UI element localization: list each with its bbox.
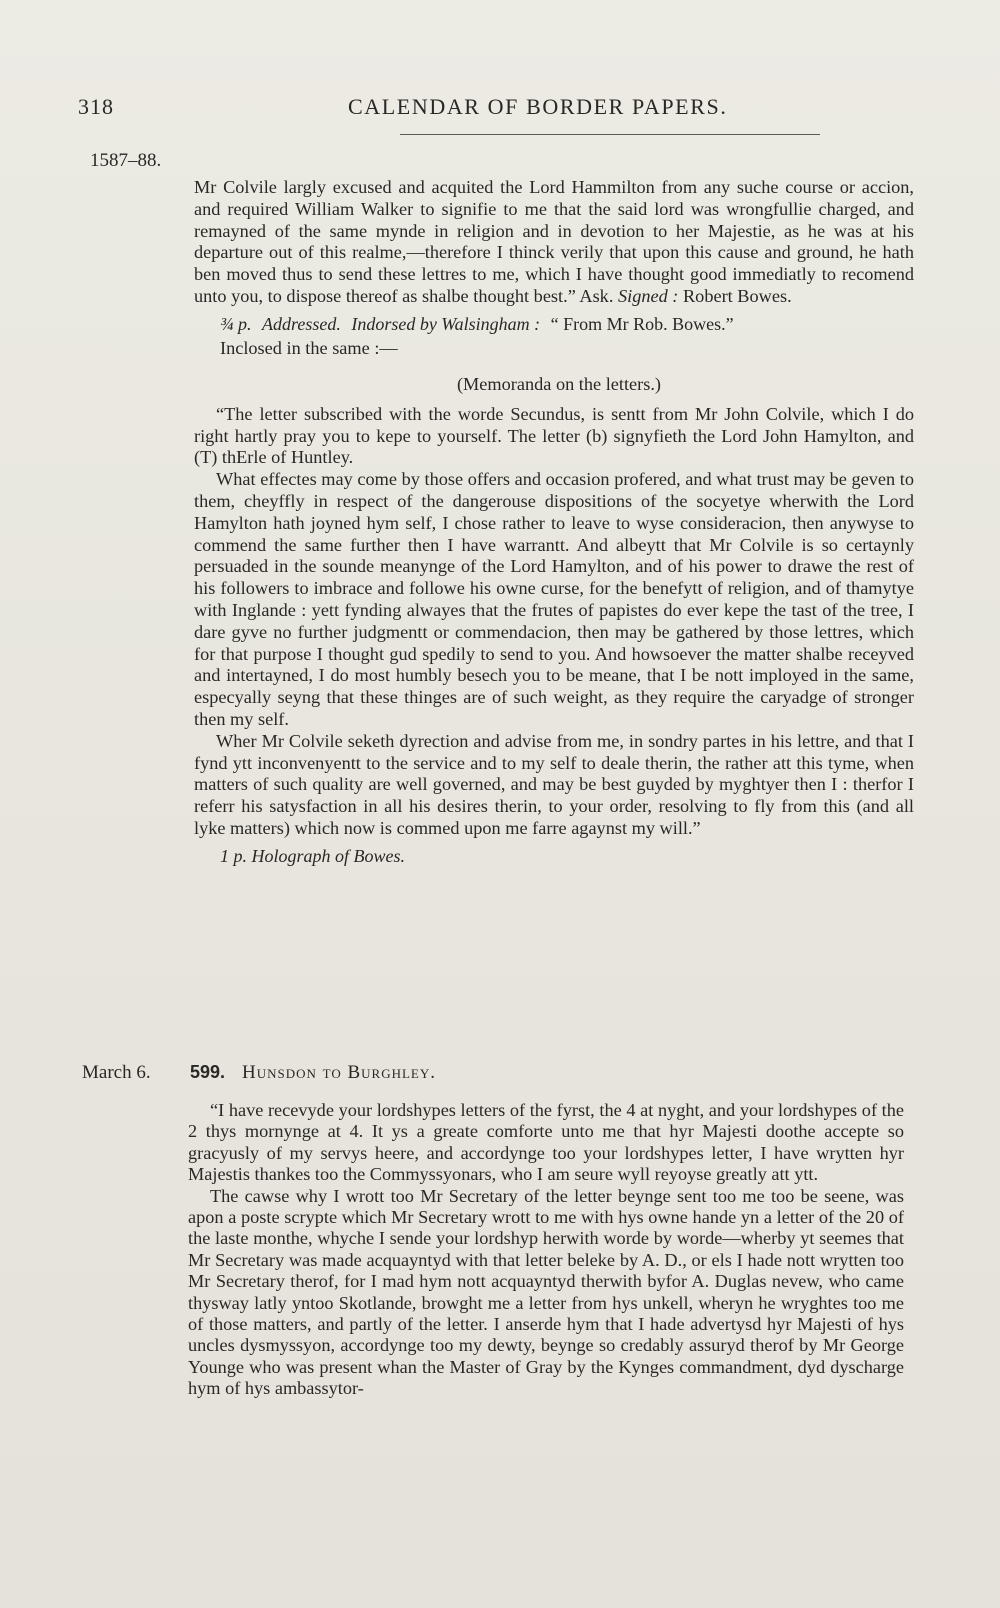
lead-paragraph-text: Mr Colvile largly excused and acquited the Lord Hammilton from any suche course or accion, and required William Walker to signifie to me that the said lord was wrongfullie charged, and remayned of the same mynde in religion and in devotion to her Majestie, as he was at his departure out of this realme,—therefore I thinck verily that upon this cause and ground, he hath ben moved thus to send these lettres to me, which I have thought good immediatly to recomend unto you, to dispose thereof as shalbe thought best.” Ask. xyxy=(194,177,914,306)
indorsed-label: Indorsed by Walsingham : xyxy=(351,313,541,334)
margin-date-year: 1587–88. xyxy=(90,150,162,171)
signed-name: Robert Bowes. xyxy=(682,285,792,306)
memo-paragraph-2: What effectes may come by those offers and occasion profered, and what trust may be geven to them, cheyffly in respect of the dangerouse dispositions of the socyetye wherwith the Lord Hamylton hath joyned hym self, I chose rather to leave to wyse consideracion, then anywyse to commend the same further then I have warrantt. And albeytt that Mr Colvile is so certaynly persuaded in the sounde meanynge of the Lord Hamylton, and of his power to drawe the rest of his followers to imbrace and followe his owne curse, for the benefytt of religion, and of thamytye with Inglande : yett fynding alwayes that the frutes of papistes do ever kepe the tast of the tree, I dare gyve no further judgmentt or commendacion, then may be gathered by those lettres, which for that purpose I thought gud spedily to send to you. And howsoever the matter shalbe receyved and intertayned, I do most humbly besech you to be meane, that I be nott imployed in the same, especyally seyng that these thinges are of such weight, as they require the caryadge of stronger then my self. xyxy=(194,469,914,729)
holograph-note xyxy=(194,844,914,868)
endorsement-line xyxy=(194,312,914,336)
lead-paragraph xyxy=(194,177,914,308)
letter-paragraph-1: “I have recevyde your lordshypes letters of the fyrst, the 4 at nyght, and your lordshypes of the 2 thys mornynge at 4. It ys a greate comforte unto me that hyr Majesti doothe accepte so gracyusly of my servys heere, and accordynge too your lordshypes letter, I have wrytten hyr Majestis thankes too the Commyssyonars, who I am seure wyll reyoyse greatly att ytt. xyxy=(188,1100,904,1185)
letter-paragraph-2: The cawse why I wrott too Mr Secretary of the letter beynge sent too me too be seene, was apon a poste scrypte which Mr Secretary wrott to me with hys owne hande yn a letter of the 20 of the laste monthe, whyche I sende your lordshyp herwith worde by worde—wherby yt seemes that Mr Secretary was made acquayntyd with that letter beleke by A. D., or els I hade nott wrytten too Mr Secretary therof, for I mad hym nott acquayntyd therwith byfor A. Duglas nevew, who came thysway latly yntoo Skotlande, browght me a letter from hys unkell, wheryn he wryghtes too me of those matters, and partly of the letter. I anserde hym that I hade advertysd hyr Majesti of hys uncles dysmyssyon, accordynge too my dewty, beynge so credably assuryd therof by Mr George Younge who was present whan the Master of Gray by the Kynges commandment, dyd dyscharge hym of hys ambassytor- xyxy=(188,1185,904,1399)
memoranda-title: (Memoranda on the letters.) xyxy=(456,373,662,394)
inclosed-line: Inclosed in the same :— xyxy=(220,337,398,358)
memo-paragraph-1: “The letter subscribed with the worde Secundus, is sentt from Mr John Colvile, which I do right hartly pray you to kepe to yourself. The letter (b) signyfieth the Lord John Hamylton, and (T) thErle of Huntley. xyxy=(194,403,914,468)
addressed-note: Addressed. xyxy=(262,313,341,334)
holograph-fraction: 1 p. xyxy=(220,845,247,866)
entry-598-continuation xyxy=(194,177,914,868)
memo-paragraph-3: Wher Mr Colvile seketh dyrection and advise from me, in sondry partes in his lettre, and that I fynd ytt inconvenyentt to the service and to my self to deale therin, the rather att this tyme, when matters of such quality are well governed, and may be best guyded by myghtyer then I : therfor I referr his satysfaction in all his desires therin, to your order, resolving to fly from this (and all lyke matters) which now is commed upon me farre agaynst my will.” xyxy=(194,730,914,838)
holograph-text: Holograph of Bowes. xyxy=(251,845,406,866)
entry-title: Hunsdon to Burghley. xyxy=(242,1062,437,1083)
entry-date: March 6. xyxy=(82,1062,151,1083)
header-rule xyxy=(400,134,820,135)
signed-label: Signed : xyxy=(617,285,679,306)
entry-599-letter xyxy=(188,1100,904,1400)
entry-number: 599. xyxy=(190,1062,226,1082)
page-header xyxy=(78,90,888,130)
page-number: 318 xyxy=(78,94,114,119)
running-title: CALENDAR OF BORDER PAPERS. xyxy=(348,94,728,119)
page-fraction: ¾ p. xyxy=(220,313,252,334)
indorsed-text: “ From Mr Rob. Bowes.” xyxy=(550,313,734,334)
